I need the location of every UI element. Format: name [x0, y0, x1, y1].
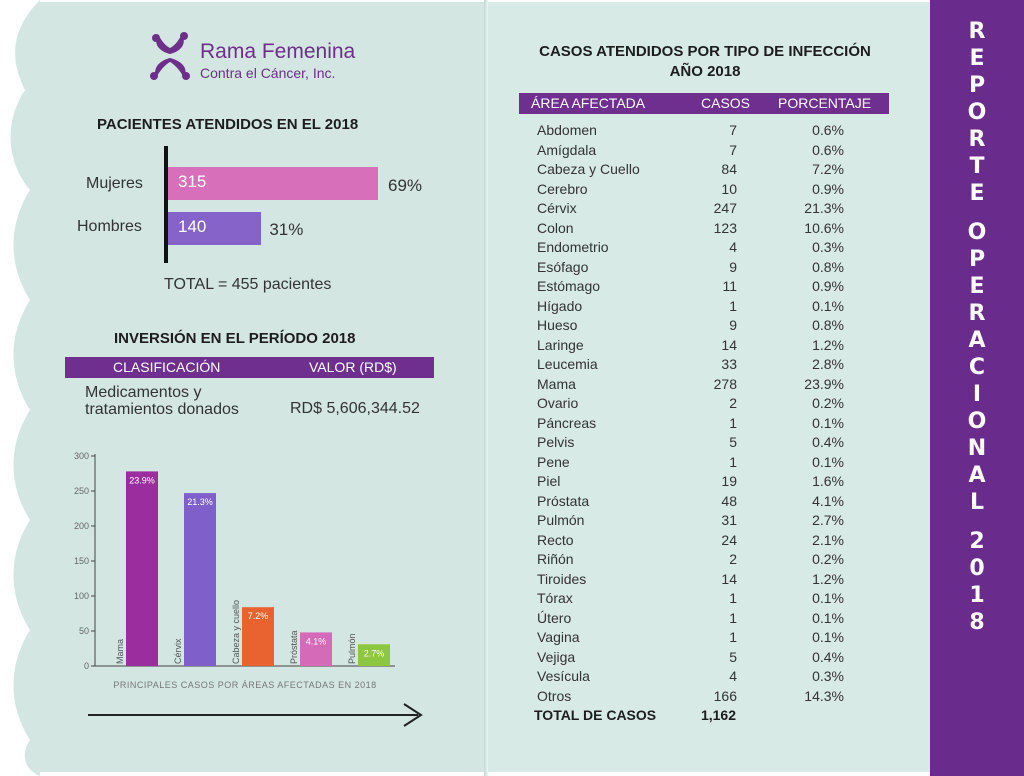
- cases-total-label: TOTAL DE CASOS: [534, 707, 657, 723]
- side-letter: 0: [969, 556, 985, 581]
- row-area: Abdomen: [537, 122, 597, 138]
- side-letter: E: [969, 46, 985, 71]
- investment-item: [85, 384, 239, 418]
- table-row: [519, 278, 889, 298]
- row-cases: 24: [721, 531, 737, 548]
- row-cases: 14: [721, 570, 737, 587]
- cases-table-title: [505, 42, 905, 82]
- fold-line: [484, 0, 488, 776]
- table-row: [519, 454, 889, 474]
- y-tick-label: 50: [78, 626, 89, 636]
- side-letter: A: [968, 463, 986, 488]
- table-row: [519, 571, 889, 591]
- row-percent: 0.1%: [812, 414, 844, 431]
- row-cases: 4: [729, 239, 737, 255]
- side-letter: R: [968, 301, 986, 326]
- row-area: Tiroides: [537, 570, 587, 587]
- investment-item-line1: Medicamentos y: [85, 384, 202, 401]
- table-row: [519, 376, 889, 396]
- investment-value: RD$ 5,606,344.52: [290, 400, 420, 417]
- table-row: [519, 337, 889, 357]
- row-cases: 7: [729, 122, 737, 138]
- logo-subtitle: Contra el Cáncer, Inc.: [200, 65, 336, 81]
- investment-title: INVERSIÓN EN EL PERÍODO 2018: [114, 330, 356, 347]
- row-area: Leucemia: [537, 356, 598, 372]
- logo-name: Rama Femenina: [200, 40, 356, 63]
- women-label: Mujeres: [86, 175, 143, 192]
- row-percent: 0.8%: [812, 258, 844, 275]
- side-letter: O: [967, 409, 987, 434]
- table-row: [519, 220, 889, 240]
- cases-table-body: [519, 122, 889, 707]
- row-percent: 0.4%: [812, 434, 844, 450]
- row-percent: 0.6%: [812, 141, 844, 158]
- y-tick-label: 250: [73, 486, 89, 496]
- row-cases: 14: [721, 336, 737, 353]
- table-row: [519, 181, 889, 201]
- row-cases: 2: [729, 395, 737, 411]
- cases-table-title-line1: CASOS ATENDIDOS POR TIPO DE INFECCIÓN: [539, 43, 871, 60]
- row-area: Estómago: [537, 278, 601, 294]
- table-row: [519, 629, 889, 649]
- side-letter: N: [967, 436, 987, 461]
- row-area: Útero: [537, 609, 572, 626]
- row-percent: 10.6%: [804, 219, 844, 236]
- header-area: ÁREA AFECTADA: [531, 95, 646, 111]
- y-tick-label: 300: [73, 451, 89, 461]
- row-area: Vesícula: [537, 668, 590, 684]
- bar-data-label: 23.9%: [129, 475, 155, 486]
- table-row: [519, 239, 889, 259]
- header-cases: CASOS: [701, 95, 751, 111]
- ribbon-logo-icon: [148, 28, 198, 84]
- bar-category-label: Próstata: [289, 630, 299, 664]
- logo: [148, 28, 378, 84]
- side-letter: 2: [969, 529, 985, 554]
- row-percent: 0.1%: [812, 297, 844, 314]
- row-cases: 166: [713, 687, 737, 704]
- row-percent: 0.3%: [812, 239, 844, 255]
- side-letter: E: [969, 181, 985, 206]
- side-letter: 8: [969, 610, 985, 635]
- bar-category-label: Mama: [115, 638, 125, 664]
- table-row: [519, 200, 889, 220]
- row-cases: 1: [729, 297, 737, 314]
- row-area: Piel: [537, 473, 561, 489]
- row-cases: 247: [713, 200, 737, 216]
- bar-category-label: Cérvix: [173, 638, 183, 664]
- row-cases: 1: [729, 453, 737, 470]
- row-area: Amígdala: [537, 141, 597, 158]
- row-cases: 33: [721, 356, 737, 372]
- row-percent: 1.2%: [812, 570, 844, 587]
- wavy-edge: [0, 0, 40, 776]
- row-area: Mama: [537, 375, 576, 392]
- row-percent: 0.4%: [812, 648, 844, 665]
- row-cases: 10: [721, 180, 737, 197]
- bar-data-label: 7.2%: [247, 611, 269, 622]
- row-percent: 0.6%: [812, 122, 844, 138]
- row-percent: 0.9%: [812, 180, 844, 197]
- table-row: [519, 395, 889, 415]
- report-side-title: [930, 18, 1024, 636]
- row-area: Riñón: [537, 551, 574, 567]
- row-area: Hígado: [537, 297, 583, 314]
- table-row: [519, 649, 889, 669]
- men-percent: 31%: [269, 220, 304, 239]
- women-count: 315: [178, 172, 207, 191]
- bar-cérvix: [184, 493, 216, 666]
- row-cases: 5: [729, 434, 737, 450]
- side-letter: R: [968, 19, 986, 44]
- row-percent: 1.2%: [812, 336, 844, 353]
- table-row: [519, 532, 889, 552]
- arrow-right-icon: [88, 700, 428, 730]
- side-letter: P: [968, 247, 986, 272]
- row-area: Pulmón: [537, 512, 585, 528]
- side-letter: I: [972, 382, 982, 407]
- patients-title: PACIENTES ATENDIDOS EN EL 2018: [97, 116, 359, 133]
- men-count: 140: [178, 217, 207, 236]
- row-cases: 278: [713, 375, 737, 392]
- row-cases: 9: [729, 317, 737, 333]
- table-row: [519, 668, 889, 688]
- row-percent: 7.2%: [812, 161, 844, 177]
- row-cases: 9: [729, 258, 737, 275]
- row-cases: 2: [729, 551, 737, 567]
- table-row: [519, 298, 889, 318]
- investment-item-line2: tratamientos donados: [85, 401, 239, 418]
- side-letter: O: [967, 220, 987, 245]
- row-cases: 84: [721, 161, 737, 177]
- row-area: Otros: [537, 687, 572, 704]
- report-side-banner: [930, 0, 1024, 776]
- row-percent: 21.3%: [804, 200, 844, 216]
- row-area: Tórax: [537, 590, 573, 606]
- row-percent: 14.3%: [804, 687, 844, 704]
- table-row: [519, 590, 889, 610]
- bar-data-label: 21.3%: [187, 497, 213, 508]
- row-cases: 1: [729, 629, 737, 645]
- table-row: [519, 688, 889, 708]
- row-cases: 11: [722, 278, 737, 294]
- row-percent: 23.9%: [804, 375, 844, 392]
- row-percent: 4.1%: [812, 492, 844, 509]
- row-area: Cerebro: [537, 180, 588, 197]
- y-tick-label: 0: [83, 661, 89, 671]
- women-bar: [168, 167, 378, 200]
- side-letter: P: [968, 73, 986, 98]
- row-percent: 1.6%: [812, 473, 844, 489]
- table-row: [519, 434, 889, 454]
- row-cases: 48: [721, 492, 737, 509]
- row-percent: 0.2%: [812, 395, 844, 411]
- row-percent: 0.1%: [812, 609, 844, 626]
- cases-total-value: 1,162: [700, 707, 736, 723]
- row-percent: 2.8%: [812, 356, 844, 372]
- y-tick-label: 200: [73, 521, 89, 531]
- side-letter: C: [968, 355, 986, 380]
- men-label: Hombres: [77, 218, 142, 235]
- row-area: Páncreas: [537, 414, 597, 431]
- investment-header-classification: CLASIFICACIÓN: [113, 359, 221, 375]
- row-cases: 5: [729, 648, 737, 665]
- table-row: [519, 142, 889, 162]
- header-percent: PORCENTAJE: [778, 95, 872, 111]
- table-row: [519, 161, 889, 181]
- row-area: Pelvis: [537, 434, 575, 450]
- row-area: Vagina: [537, 629, 580, 645]
- bar-category-label: Cabeza y cuello: [231, 599, 241, 664]
- table-row: [519, 493, 889, 513]
- row-percent: 2.7%: [812, 512, 844, 528]
- row-percent: 2.1%: [812, 531, 844, 548]
- row-area: Hueso: [537, 317, 578, 333]
- row-cases: 1: [729, 609, 737, 626]
- patients-total: TOTAL = 455 pacientes: [164, 276, 332, 293]
- side-spacer: [930, 516, 1024, 528]
- bar-data-label: 4.1%: [305, 636, 327, 647]
- row-percent: 0.8%: [812, 317, 844, 333]
- row-percent: 0.3%: [812, 668, 844, 684]
- side-letter: O: [967, 100, 987, 125]
- row-cases: 7: [729, 141, 737, 158]
- table-row: [519, 551, 889, 571]
- row-area: Colon: [537, 219, 574, 236]
- row-percent: 0.1%: [812, 453, 844, 470]
- row-area: Endometrio: [537, 239, 609, 255]
- table-row: [519, 512, 889, 532]
- row-area: Próstata: [537, 492, 590, 509]
- row-area: Recto: [537, 531, 574, 548]
- row-cases: 123: [713, 219, 737, 236]
- side-letter: E: [969, 274, 985, 299]
- cases-bar-chart: [60, 448, 420, 693]
- side-letter: R: [968, 127, 986, 152]
- row-cases: 1: [729, 414, 737, 431]
- side-letter: L: [969, 490, 985, 515]
- investment-header-value: VALOR (RD$): [309, 359, 397, 375]
- y-tick-label: 100: [73, 591, 89, 601]
- chart-title: PRINCIPALES CASOS POR ÁREAS AFECTADAS EN 2018: [113, 680, 377, 690]
- cases-table-title-line2: AÑO 2018: [669, 63, 741, 80]
- row-percent: 0.1%: [812, 629, 844, 645]
- table-row: [519, 473, 889, 493]
- row-cases: 31: [721, 512, 737, 528]
- row-percent: 0.1%: [812, 590, 844, 606]
- cases-table-header: [519, 93, 889, 114]
- row-cases: 1: [729, 590, 737, 606]
- row-area: Cérvix: [537, 200, 577, 216]
- table-row: [519, 122, 889, 142]
- row-area: Laringe: [537, 336, 584, 353]
- row-percent: 0.9%: [812, 278, 844, 294]
- bar-mama: [126, 471, 158, 666]
- table-row: [519, 356, 889, 376]
- row-cases: 19: [721, 473, 737, 489]
- side-letter: T: [969, 154, 985, 179]
- side-letter: A: [968, 328, 986, 353]
- row-cases: 4: [729, 668, 737, 684]
- row-area: Ovario: [537, 395, 579, 411]
- side-spacer: [930, 207, 1024, 219]
- row-area: Vejiga: [537, 648, 576, 665]
- table-row: [519, 415, 889, 435]
- patients-axis: [164, 146, 168, 263]
- row-area: Esófago: [537, 258, 589, 275]
- row-area: Pene: [537, 453, 570, 470]
- table-row: [519, 259, 889, 279]
- side-letter: 1: [969, 583, 985, 608]
- men-bar: [168, 212, 261, 245]
- bar-data-label: 2.7%: [363, 648, 385, 659]
- table-row: [519, 610, 889, 630]
- table-row: [519, 317, 889, 337]
- bar-category-label: Pulmón: [347, 633, 357, 664]
- women-percent: 69%: [388, 176, 423, 195]
- investment-header: [65, 357, 434, 378]
- row-percent: 0.2%: [812, 551, 844, 567]
- y-tick-label: 150: [73, 556, 89, 566]
- row-area: Cabeza y Cuello: [537, 161, 640, 177]
